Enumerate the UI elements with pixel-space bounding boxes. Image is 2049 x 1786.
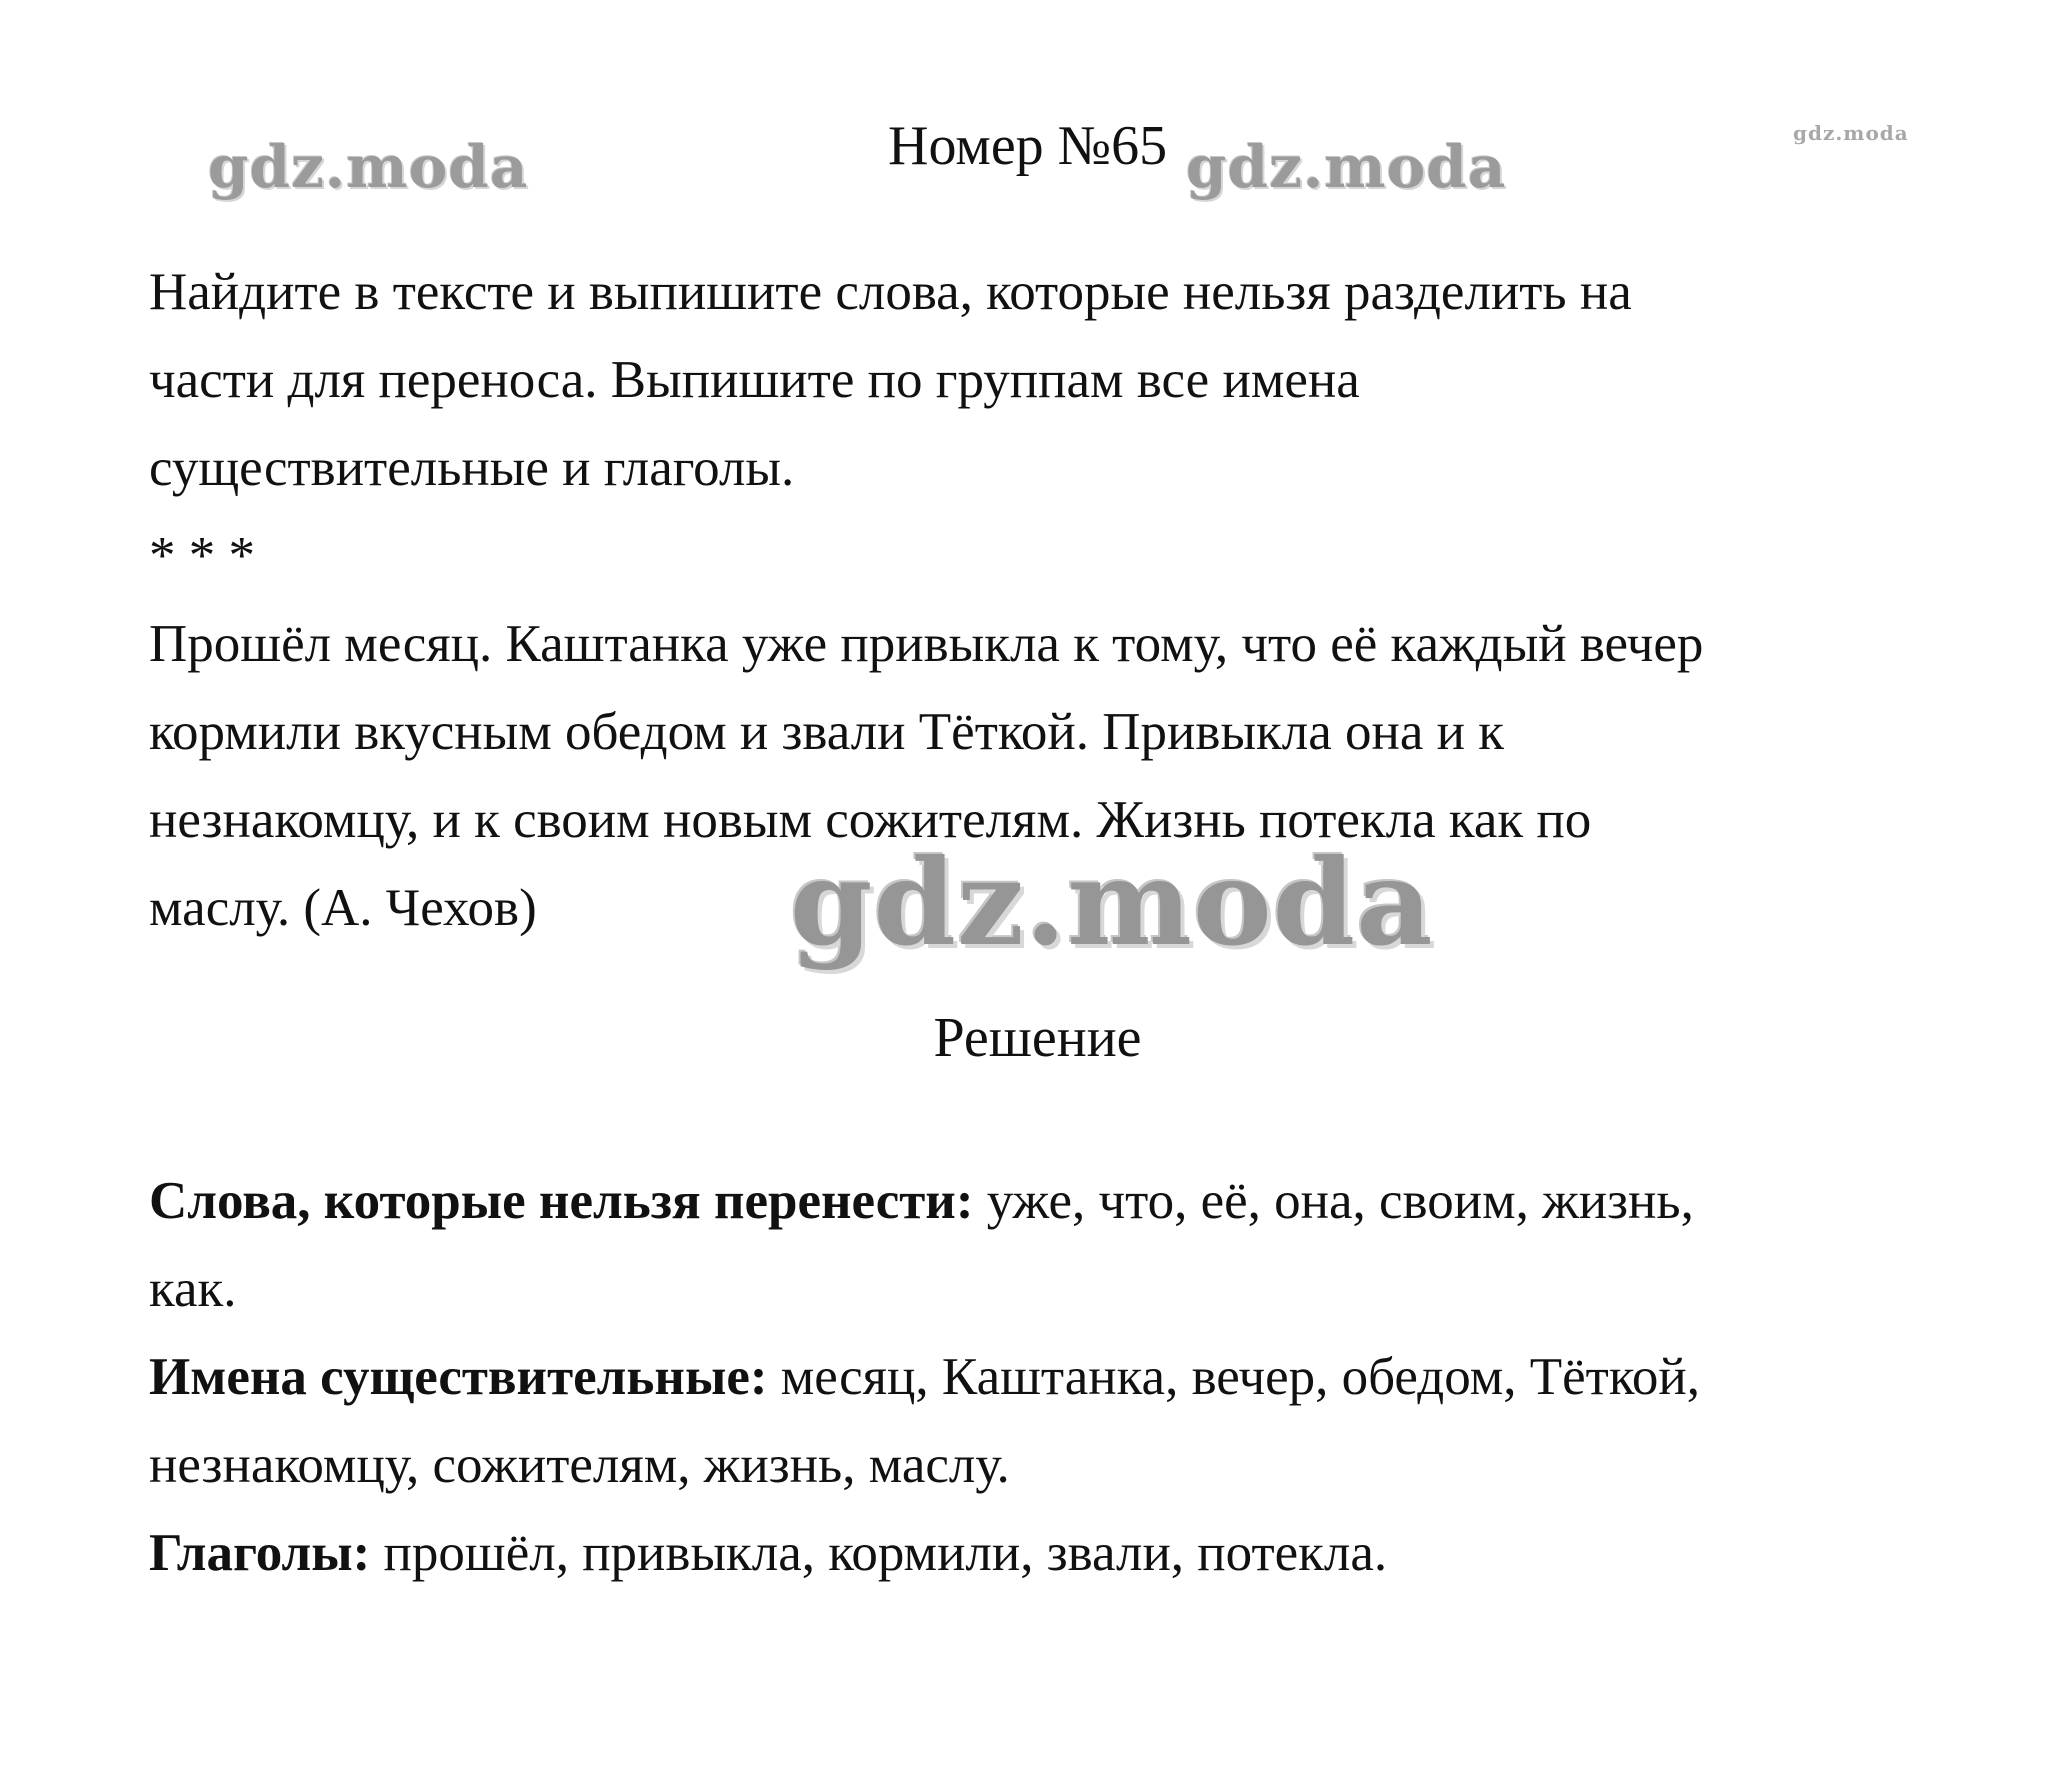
passage-line: Прошёл месяц. Каштанка уже привыкла к тому, что её каждый вечер [149,615,1704,673]
answer-line [149,1157,1700,1245]
answer-label-unbreakable: Слова, которые нельзя перенести: [149,1172,974,1230]
section-separator: * * * [149,527,255,585]
answer-text: прошёл, привыкла, кормили, звали, потекла. [370,1524,1388,1582]
answer-text: уже, что, её, она, своим, жизнь, [973,1172,1694,1230]
watermark-logo: gdz.moda [208,133,529,201]
answer-line: как. [149,1260,237,1318]
answer-line [149,1509,1700,1597]
solution-heading: Решение [933,1007,1142,1069]
answer-line: незнакомцу, сожителям, жизнь, маслу. [149,1436,1010,1494]
answer-label-verbs: Глаголы: [149,1524,371,1582]
answer-label-nouns: Имена существительные: [149,1348,768,1406]
watermark-logo: gdz.moda [1186,133,1507,201]
answer-text: месяц, Каштанка, вечер, обедом, Тёткой, [767,1348,1700,1406]
watermark-logo-small: gdz.moda [1793,121,1909,145]
solution-answers [149,1157,1700,1597]
task-instructions [149,248,1632,512]
passage-line: маслу. (А. Чехов) [149,879,537,937]
page-title: Номер №65 [888,115,1168,177]
task-line: части для переноса. Выпишите по группам все имена [149,351,1360,409]
task-line: Найдите в тексте и выпишите слова, которые нельзя разделить на [149,263,1632,321]
passage-line: кормили вкусным обедом и звали Тёткой. Привыкла она и к [149,703,1505,761]
answer-line [149,1333,1700,1421]
task-line: существительные и глаголы. [149,439,795,497]
watermark-logo-large: gdz.moda [790,833,1434,972]
passage-line: незнакомцу, и к своим новым сожителям. Жизнь потекла как по [149,791,1592,849]
